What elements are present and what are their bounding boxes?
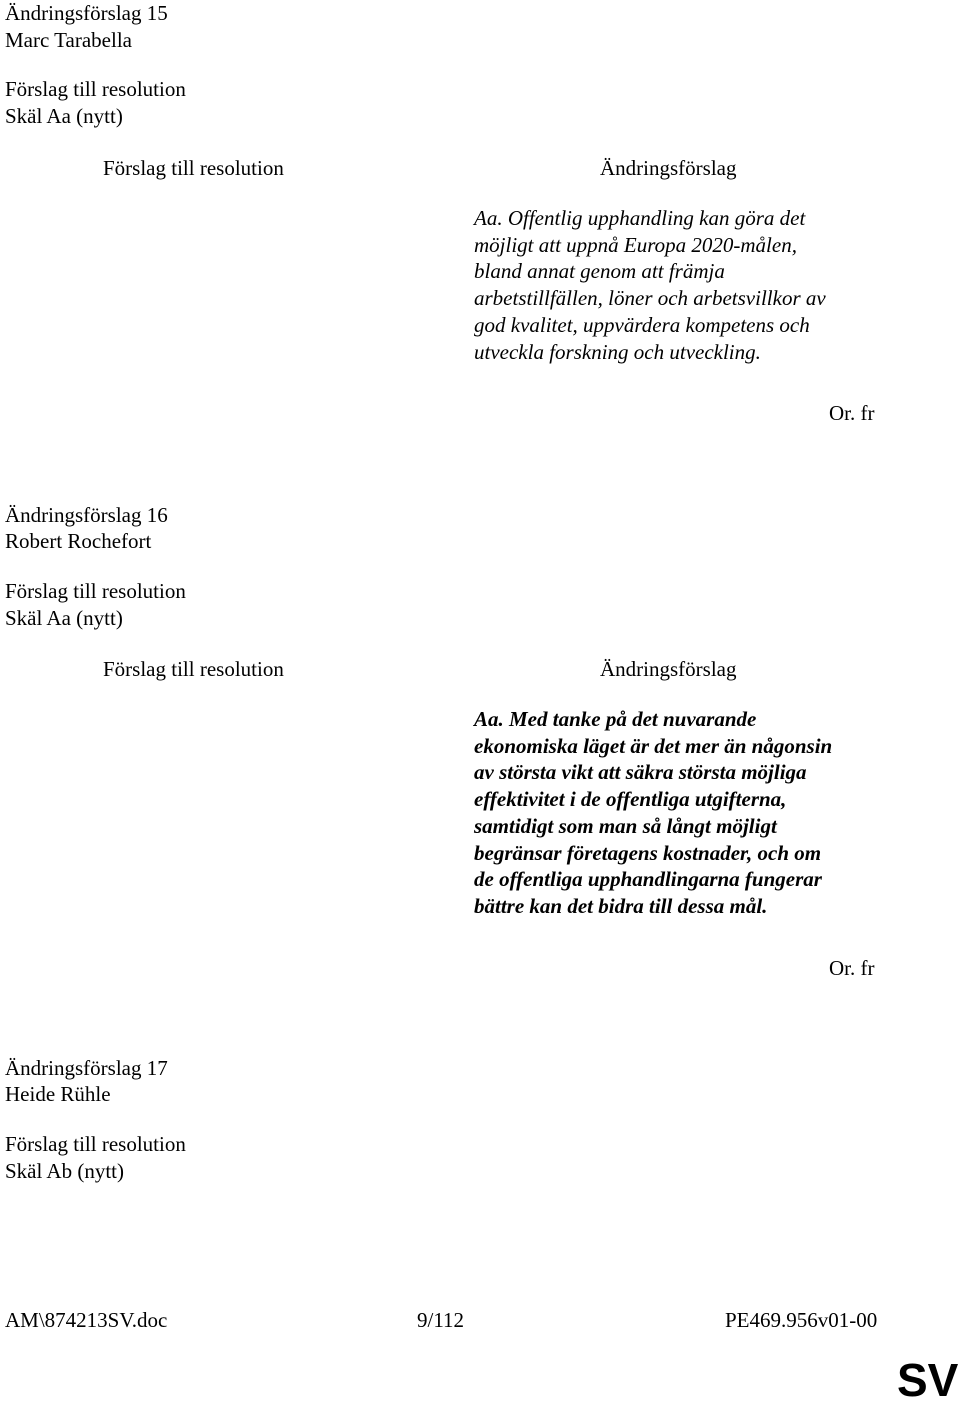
amendment-16-author: Robert Rochefort — [5, 529, 152, 553]
amendment-16-right-column-header: Ändringsförslag — [600, 657, 737, 681]
amendment-15-text-line: god kvalitet, uppvärdera kompetens och — [474, 312, 810, 337]
amendment-16-origin: Or. fr — [829, 956, 875, 980]
amendment-15-number: Ändringsförslag 15 — [5, 1, 168, 25]
amendment-16-text-line: de offentliga upphandlingarna fungerar — [474, 867, 822, 892]
amendment-15-text — [474, 205, 894, 365]
footer-pe-reference: PE469.956v01-00 — [725, 1308, 878, 1332]
amendment-16-doc-type: Förslag till resolution — [5, 579, 186, 603]
amendment-16-left-column-header: Förslag till resolution — [103, 657, 284, 681]
amendment-16-text-line: Aa. Med tanke på det nuvarande — [474, 707, 757, 731]
amendment-15-author: Marc Tarabella — [5, 28, 132, 52]
footer-document-reference: AM\874213SV.doc — [5, 1308, 168, 1332]
amendment-15-origin: Or. fr — [829, 401, 875, 425]
amendment-16-number: Ändringsförslag 16 — [5, 503, 168, 527]
amendment-16-text-line: ekonomiska läget är det mer än någonsin — [474, 733, 833, 758]
amendment-15-text-line: utveckla forskning och utveckling. — [474, 339, 761, 364]
amendment-16-text-line: av största vikt att säkra största möjliga — [474, 760, 807, 785]
amendment-17-number: Ändringsförslag 17 — [5, 1056, 168, 1080]
amendment-16-text — [474, 706, 894, 920]
amendment-17-author: Heide Rühle — [5, 1082, 111, 1106]
footer-page-number: 9/112 — [417, 1308, 465, 1332]
amendment-15-text-line: bland annat genom att främja — [474, 259, 725, 284]
amendment-16-section: Skäl Aa (nytt) — [5, 606, 123, 630]
footer-language-code: SV — [897, 1354, 959, 1406]
amendment-17-section: Skäl Ab (nytt) — [5, 1159, 124, 1183]
amendment-16-text-line: bättre kan det bidra till dessa mål. — [474, 893, 768, 918]
amendment-15-right-column-header: Ändringsförslag — [600, 156, 737, 180]
amendment-15-text-line: Aa. Offentlig upphandling kan göra det — [474, 206, 806, 230]
amendment-15-text-line: arbetstillfällen, löner och arbetsvillkor av — [474, 286, 826, 311]
amendment-15-doc-type: Förslag till resolution — [5, 77, 186, 101]
amendment-16-text-line: effektivitet i de offentliga utgifterna, — [474, 787, 787, 812]
amendment-17-doc-type: Förslag till resolution — [5, 1132, 186, 1156]
amendment-15-text-line: möjligt att uppnå Europa 2020-målen, — [474, 232, 797, 257]
amendment-15-section: Skäl Aa (nytt) — [5, 104, 123, 128]
amendment-16-text-line: samtidigt som man så långt möjligt — [474, 813, 777, 838]
amendment-16-text-line: begränsar företagens kostnader, och om — [474, 840, 822, 865]
amendment-15-left-column-header: Förslag till resolution — [103, 156, 284, 180]
